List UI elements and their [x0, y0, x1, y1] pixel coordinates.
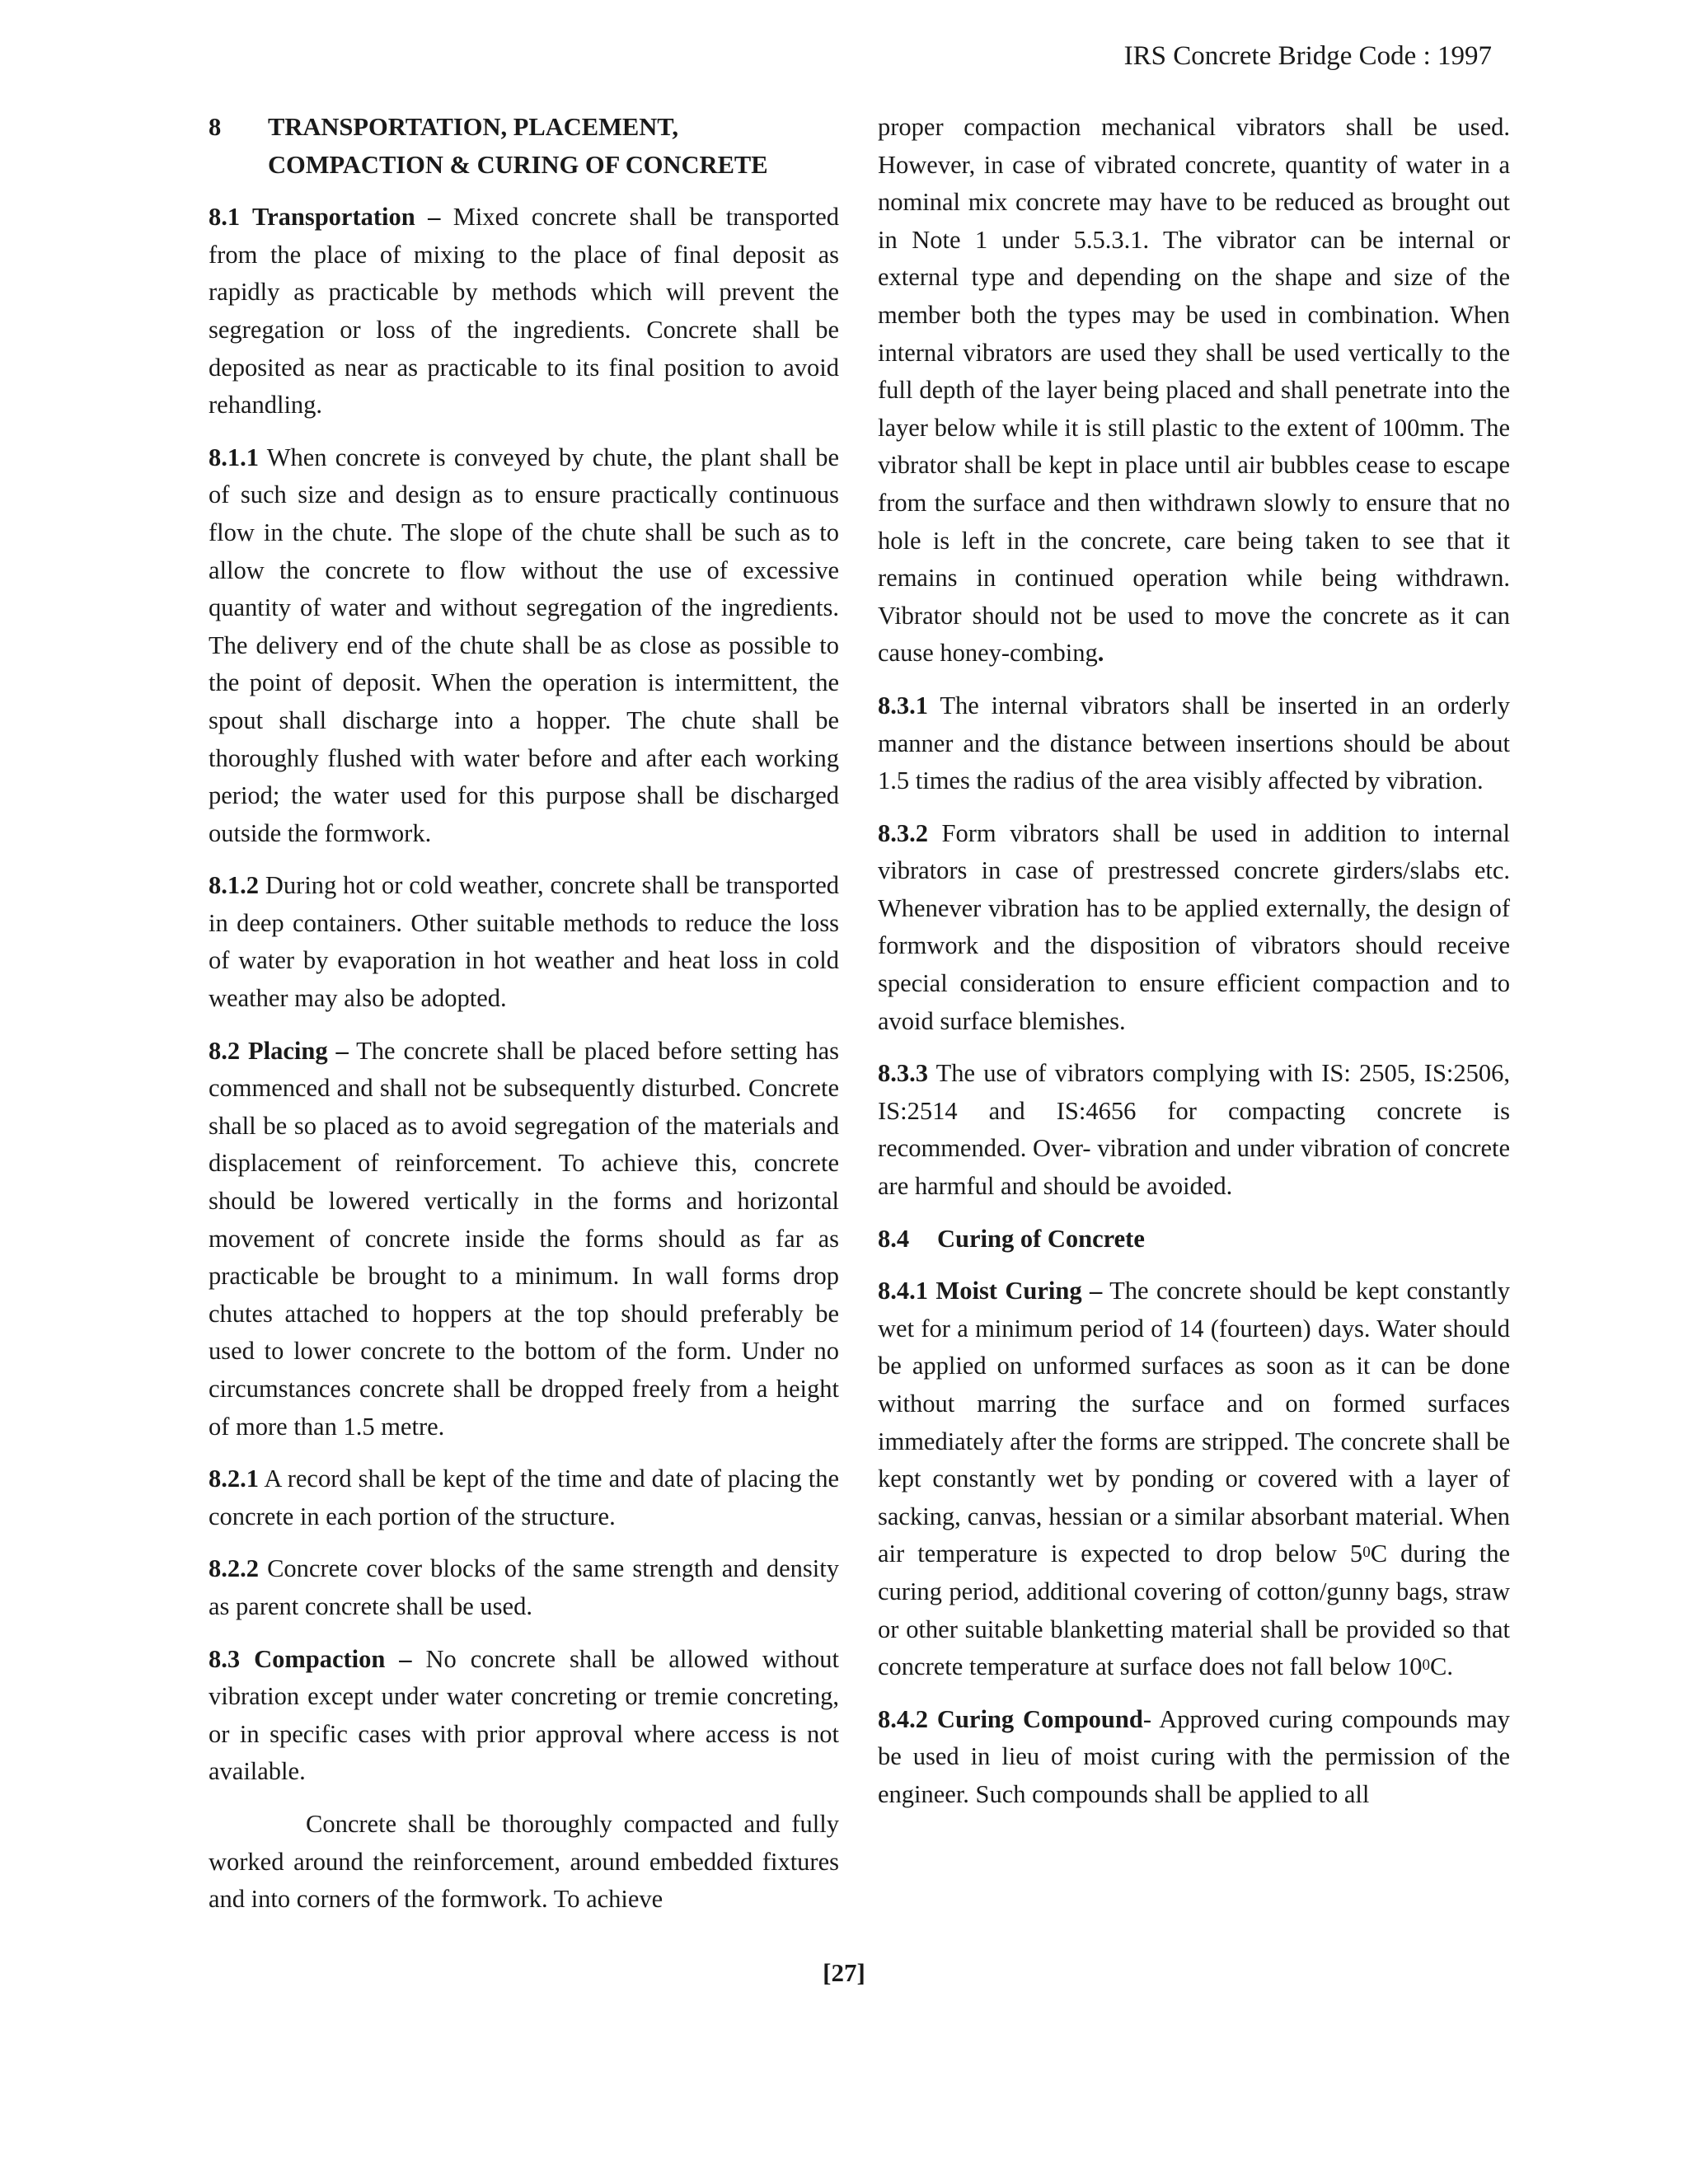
clause-label: 8.4.2 Curing Compound — [878, 1704, 1143, 1733]
section-title: Curing of Concrete — [937, 1224, 1145, 1253]
para-8-3-continuation — [878, 109, 1510, 673]
clause-text: C during the curing period, additional covering of cotton/gunny bags, straw or other suitable blanketting material shall be provided so that concrete temperature at surface does not fall below 10 — [878, 1540, 1510, 1681]
para-8-3 — [209, 1641, 839, 1791]
para-8-3-1 — [878, 687, 1510, 800]
para-8-1 — [209, 199, 839, 424]
clause-text: - Approved curing compounds may be used in lieu of moist curing with the permission of the engineer. Such compounds shall be applied to all — [878, 1704, 1510, 1808]
section-title — [268, 109, 768, 184]
clause-text: When concrete is conveyed by chute, the plant shall be of such size and design as to ensure practically continuous flow in the chute. The slope of the chute shall be such as to allow the concrete to flow without the use of excessive quantity of water and without segregation of the ingredients. The delivery end of the chute shall be as close as possible to the point of deposit. When the operation is intermittent, the spout shall discharge into a hopper. The chute shall be thoroughly flushed with water before and after each working period; the water used for this purpose shall be discharged outside the formwork. — [209, 443, 839, 847]
clause-label: 8.2.1 — [209, 1465, 259, 1493]
para-8-2 — [209, 1033, 839, 1446]
para-8-2-2 — [209, 1550, 839, 1625]
clause-text: Form vibrators shall be used in addition to internal vibrators in case of prestressed concrete girders/slabs etc. Whenever vibration has to be applied externally, the design of formwork and the disposition of vibrators should receive special consideration to ensure efficient compaction and to avoid surface blemishes. — [878, 818, 1510, 1035]
para-8-3-3 — [878, 1055, 1510, 1205]
clause-label: 8.1.1 — [209, 443, 259, 471]
superscript: 0 — [1362, 1544, 1371, 1562]
running-header: IRS Concrete Bridge Code : 1997 — [1123, 41, 1492, 71]
clause-text: The internal vibrators shall be inserted in an orderly manner and the distance between insertions should be about 1.5 times the radius of the area visibly affected by vibration. — [878, 691, 1510, 795]
clause-label: 8.2.2 — [209, 1554, 259, 1583]
clause-text: No concrete shall be allowed without vibration except under water concreting or tremie concreting, or in specific cases with prior approval where access is not available. — [209, 1644, 839, 1786]
left-column — [209, 109, 839, 1933]
clause-label: 8.3.3 — [878, 1059, 928, 1088]
page-number: [27] — [823, 1958, 865, 1987]
clause-label: 8.3.1 — [878, 691, 928, 719]
para-8-2-1 — [209, 1460, 839, 1535]
clause-label: 8.1.2 — [209, 871, 259, 900]
para-8-3-continued: Concrete shall be thoroughly compacted and fully worked around the reinforcement, around embedded fixtures and into corners of the formwork. To achieve — [209, 1809, 839, 1914]
section-number: 8.4 — [878, 1224, 910, 1253]
section-number: 8 — [209, 113, 222, 141]
para-8-4-2 — [878, 1701, 1510, 1814]
right-column — [878, 109, 1510, 1829]
clause-text: A record shall be kept of the time and date of placing the concrete in each portion of the structure. — [209, 1465, 839, 1530]
clause-label: 8.2 Placing – — [209, 1036, 349, 1065]
clause-text: The concrete shall be placed before setting has commenced and shall not be subsequently disturbed. Concrete shall be so placed as to avoid segregation of the materials and displacement of reinforcement. To achieve this, concrete should be lowered vertically in the forms and horizontal movement of concrete inside the forms should as far as practicable be brought to a minimum. In wall forms drop chutes attached to hoppers at the top should preferably be used to lower concrete to the bottom of the form. Under no circumstances concrete shall be dropped freely from a height of more than 1.5 metre. — [209, 1036, 839, 1441]
section-title-line2: COMPACTION & CURING OF CONCRETE — [268, 150, 768, 179]
para-8-1-2 — [209, 867, 839, 1017]
para-8-4-1 — [878, 1272, 1510, 1686]
para-8-3-2 — [878, 815, 1510, 1041]
clause-text: Concrete cover blocks of the same strength and density as parent concrete shall be used. — [209, 1554, 839, 1620]
clause-text: During hot or cold weather, concrete shall be transported in deep containers. Other suitable methods to reduce the loss of water by evaporation in hot weather and heat loss in cold weather may also be adopted. — [209, 871, 839, 1013]
clause-text: Mixed concrete shall be transported from the place of mixing to the place of final deposit as rapidly as practicable by methods which will prevent the segregation or loss of the ingredients. Concrete shall be deposited as near as practicable to its final position to avoid rehandling. — [209, 203, 839, 419]
clause-text: C. — [1430, 1652, 1453, 1681]
clause-text: proper compaction mechanical vibrators shall be used. However, in case of vibrated concrete, quantity of water in a nominal mix concrete may have to be reduced as brought out in Note 1 under 5.5.3.1. The vibrator can be internal or external type and depending on the shape and size of the member both the types may be used in combination. When internal vibrators are used they shall be used vertically to the full depth of the layer being placed and shall penetrate into the layer below while it is still plastic to the extent of 100mm. The vibrator shall be kept in place until air bubbles cease to escape from the surface and then withdrawn slowly to ensure that no hole is left in the concrete, care being taken to see that it remains in continued operation while being withdrawn. Vibrator should not be used to move the concrete as it can cause honey-combing — [878, 113, 1510, 668]
section-8-4-heading — [878, 1221, 1510, 1258]
para-8-1-1 — [209, 439, 839, 853]
superscript: 0 — [1422, 1657, 1431, 1675]
clause-end: . — [1097, 639, 1104, 668]
section-8-heading — [209, 109, 839, 184]
clause-label: 8.3 Compaction – — [209, 1644, 412, 1673]
clause-text: The concrete should be kept constantly wet for a minimum period of 14 (fourteen) days. Water should be applied on unformed surfaces as soon as it can be done without marring the surface and on formed surfaces immediately after the forms are stripped. The concrete shall be kept constantly wet by ponding or covered with a layer of sacking, canvas, hessian or a similar absorbant material. When air temperature is expected to drop below 5 — [878, 1277, 1510, 1568]
section-title-line1: TRANSPORTATION, PLACEMENT, — [268, 113, 678, 141]
clause-text: The use of vibrators complying with IS: 2505, IS:2506, IS:2514 and IS:4656 for compacting concrete is recommended. Over- vibration and under vibration of concrete are harmful and should be avoided. — [878, 1059, 1510, 1201]
clause-label: 8.3.2 — [878, 818, 928, 847]
clause-label: 8.1 Transportation – — [209, 203, 441, 232]
clause-label: 8.4.1 Moist Curing – — [878, 1277, 1103, 1305]
